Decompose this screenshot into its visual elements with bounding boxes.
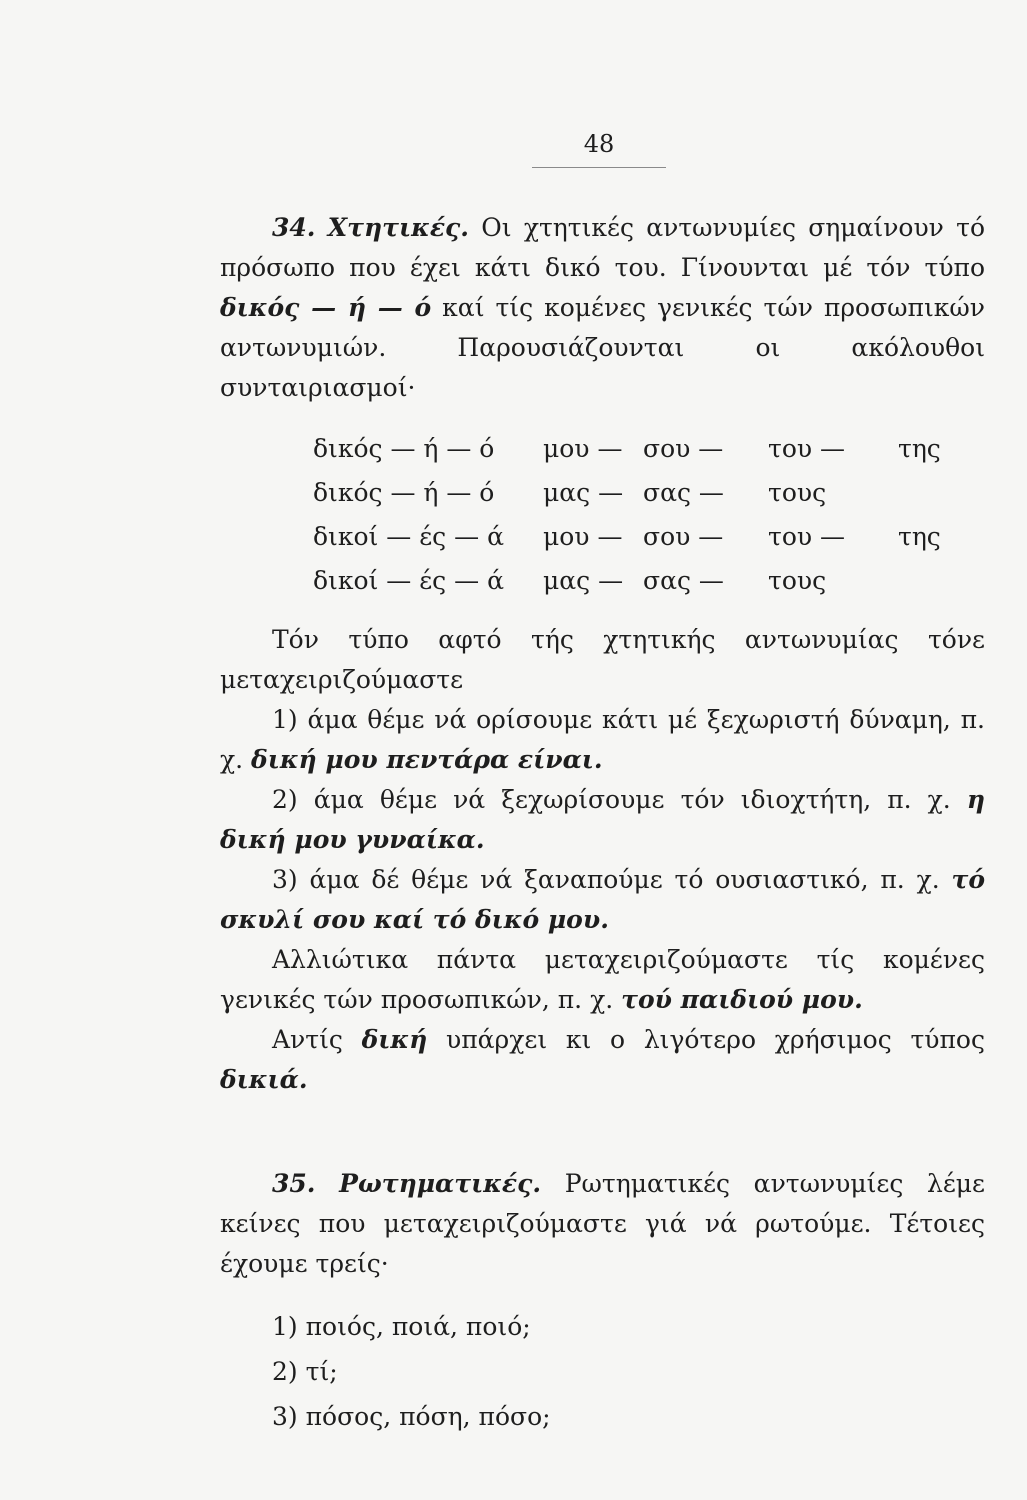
case-example: δική μου πεντάρα είναι. [251,745,603,774]
table-cell: σας — [643,566,724,595]
table-cell: μου — [543,522,623,551]
case-text: άμα δέ θέμε νά ξαναπούμε τό ουσιαστικό, π. χ. [309,865,952,894]
table-cell: δικοί — ές — ά [313,522,504,551]
section-34-title: Χτητικές. [327,213,469,242]
table-cell: δικός — ή — ό [313,478,495,507]
section-gap [220,1100,985,1164]
list-item [220,1349,985,1394]
page-body [220,208,985,1439]
list-item-text: τί; [305,1357,338,1386]
table-cell: δικός — ή — ό [313,434,495,463]
table-row [313,471,985,515]
alternative-form-paragraph [220,1020,985,1100]
section-35-intro-text: Ρωτηματικές αντωνυμίες λέμε κείνες που μεταχειριζούμαστε γιά νά ρωτούμε. Τέτοιες έχουμε τρείς· [220,1169,986,1278]
table-cell: μας — [543,566,624,595]
usage-paragraph: Τόν τύπο αφτό τής χτητικής αντωνυμίας τόνε μεταχειριζούμαστε [220,625,985,694]
case-example: η δική μου γυναίκα. [220,785,985,854]
alt-text: υπάρχει κι ο λιγότερο χρήσιμος τύπος [427,1025,985,1054]
section-35-number: 35. [272,1169,316,1198]
section-35-title: Ρωτηματικές. [339,1169,542,1198]
alt-form: δική [361,1025,428,1054]
table-cell: τους [768,478,827,507]
table-cell: μου — [543,434,623,463]
page-number-rule [532,167,666,168]
otherwise-text: Αλλιώτικα πάντα μεταχειριζούμαστε τίς κομένες γενικές τών προσωπικών, π. χ. [220,945,985,1014]
list-item-text: ποιός, ποιά, ποιό; [305,1312,531,1341]
possessive-table [313,427,985,603]
case-text: άμα θέμε νά ορίσουμε κάτι μέ ξεχωριστή δύναμη, π. χ. [220,705,985,774]
list-item-number: 2) [272,1357,298,1386]
section-34-number: 34. [272,213,316,242]
case-number: 2) [272,785,298,814]
table-row [313,515,985,559]
section-34-intro-text: Οι χτητικές αντωνυμίες σημαίνουν τό πρόσωπο που έχει κάτι δικό του. Γίνουνται μέ τόν τύπο [220,213,986,282]
section-35-intro [220,1164,985,1284]
table-cell: της [898,434,941,463]
usage-case-1 [220,700,985,780]
usage-case-2 [220,780,985,860]
section-34-intro-text-end: καί τίς κομένες γενικές τών προσωπικών αντωνυμιών. Παρουσιάζουνται οι ακόλουθοι συνταιριασμοί· [220,293,985,402]
alt-form: δικιά. [220,1065,308,1094]
table-cell: σου — [643,522,724,551]
usage-case-3 [220,860,985,940]
list-item-number: 3) [272,1402,298,1431]
table-cell: του — [768,434,846,463]
table-cell: δικοί — ές — ά [313,566,504,595]
table-cell: της [898,522,941,551]
table-row [313,427,985,471]
section-34-intro [220,208,985,408]
interrogative-list [220,1304,985,1439]
table-cell: τους [768,566,827,595]
case-example: τό σκυλί σου καί τό δικό μου. [220,865,985,934]
table-cell: μας — [543,478,624,507]
table-cell: σου — [643,434,724,463]
list-item [220,1304,985,1349]
case-text: άμα θέμε νά ξεχωρίσουμε τόν ιδιοχτήτη, π. χ. [313,785,967,814]
alt-text: Αντίς [272,1025,362,1054]
list-item [220,1394,985,1439]
page-number: 48 [583,130,615,158]
case-number: 1) [272,705,298,734]
list-item-number: 1) [272,1312,298,1341]
list-item-text: πόσος, πόση, πόσο; [305,1402,551,1431]
table-row [313,559,985,603]
otherwise-paragraph [220,940,985,1020]
table-cell: του — [768,522,846,551]
otherwise-example: τού παιδιού μου. [621,985,863,1014]
case-number: 3) [272,865,298,894]
section-34-form: δικός — ή — ό [220,293,432,322]
table-cell: σας — [643,478,724,507]
